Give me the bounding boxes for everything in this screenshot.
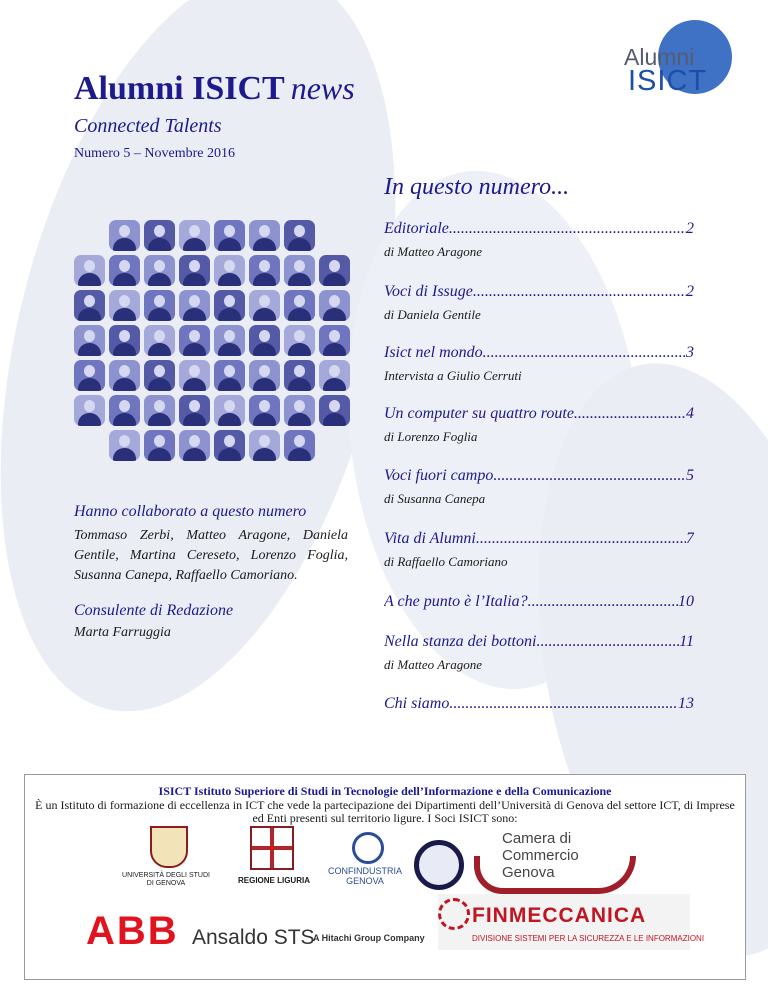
collage-photo (144, 325, 175, 356)
finmeccanica-logo (438, 894, 705, 950)
photo-collage (74, 220, 354, 478)
footer-title: ISICT Istituto Superiore di Studi in Tecnologie dell’Informazione e della Comunicazione (158, 784, 612, 798)
collage-photo (284, 290, 315, 321)
toc-item[interactable] (384, 633, 694, 673)
collage-photo (74, 360, 105, 391)
consultant-name: Marta Farruggia (74, 625, 171, 640)
collage-photo (249, 430, 280, 461)
collage-photo (319, 255, 350, 286)
collage-photo (214, 220, 245, 251)
toc-item-title: Chi siamo (384, 695, 450, 712)
toc-item[interactable] (384, 467, 694, 507)
collage-photo (284, 360, 315, 391)
collage-photo (284, 255, 315, 286)
gear-emblem-icon (414, 840, 464, 890)
collage-photo (319, 360, 350, 391)
collage-photo (109, 220, 140, 251)
collage-photo (144, 255, 175, 286)
collage-photo (179, 360, 210, 391)
toc-item[interactable] (384, 405, 694, 445)
collage-photo (249, 360, 280, 391)
toc-item-page: 5 (686, 467, 694, 484)
collage-photo (214, 430, 245, 461)
collage-photo (214, 255, 245, 286)
collage-photo (144, 395, 175, 426)
unige-logo (120, 826, 212, 888)
collage-photo (319, 325, 350, 356)
toc-item[interactable] (384, 283, 694, 323)
toc-item-page: 3 (686, 344, 694, 361)
collage-photo (284, 430, 315, 461)
collage-photo (179, 395, 210, 426)
toc-item-title: Voci di Issuge (384, 283, 473, 300)
finmeccanica-arc-icon (438, 898, 470, 930)
toc-item-author: di Matteo Aragone (384, 657, 482, 672)
toc-item-title: Voci fuori campo (384, 467, 494, 484)
toc-item-page: 10 (678, 593, 694, 610)
collage-photo (74, 325, 105, 356)
abb-logo: ABB (86, 909, 179, 953)
collage-photo (249, 255, 280, 286)
toc-item-page: 4 (686, 405, 694, 422)
toc-item-title: Un computer su quattro route (384, 405, 574, 422)
collage-photo (109, 360, 140, 391)
masthead-suffix: news (290, 70, 355, 106)
collage-photo (319, 395, 350, 426)
ansaldo-logo: Ansaldo STS (192, 926, 315, 949)
collage-photo (214, 395, 245, 426)
toc-item[interactable] (384, 695, 694, 719)
logo-line-1: Alumni (624, 44, 695, 70)
collage-photo (74, 290, 105, 321)
unige-shield-icon (150, 826, 188, 868)
collage-photo (109, 255, 140, 286)
confindustria-logo (322, 832, 408, 888)
collage-photo (144, 220, 175, 251)
collage-photo (144, 360, 175, 391)
toc-item-page: 2 (686, 283, 694, 300)
collage-photo (179, 325, 210, 356)
hitachi-tagline: A Hitachi Group Company (313, 933, 425, 943)
collage-photo (109, 290, 140, 321)
toc-item-author: di Matteo Aragone (384, 244, 482, 259)
collage-photo (179, 430, 210, 461)
finmeccanica-name: FINMECCANICA (472, 904, 647, 927)
toc-item-author: di Raffaello Camoriano (384, 554, 508, 569)
collage-photo (179, 220, 210, 251)
collage-photo (249, 395, 280, 426)
masthead-title: Alumni ISICT (74, 70, 285, 107)
collage-photo (284, 325, 315, 356)
footer-text: È un Istituto di formazione di eccellenza in ICT che vede la partecipazione dei Dipartimenti dell’Università di Genova del settore ICT, di Imprese ed Enti presenti sul territorio ligure. I Soci ISICT sono: (35, 798, 735, 825)
collage-photo (109, 395, 140, 426)
collage-photo (249, 325, 280, 356)
toc-title: In questo numero... (384, 174, 570, 200)
collage-photo (249, 220, 280, 251)
toc-item-author: di Lorenzo Foglia (384, 429, 478, 444)
collage-photo (109, 325, 140, 356)
collage-photo (214, 290, 245, 321)
collage-photo (74, 255, 105, 286)
regione-liguria-logo (236, 826, 312, 888)
toc-item-title: A che punto è l’Italia? (384, 593, 528, 610)
toc-item[interactable] (384, 593, 694, 617)
toc-item-title: Isict nel mondo (384, 344, 483, 361)
liguria-label: REGIONE LIGURIA (237, 876, 310, 885)
confindustria-mark-icon (352, 832, 384, 864)
collage-photo (109, 430, 140, 461)
liguria-flag-icon (250, 826, 294, 870)
consultant-heading: Consulente di Redazione (74, 602, 234, 619)
collage-photo (284, 220, 315, 251)
toc-item[interactable] (384, 220, 694, 260)
toc-item-page: 2 (686, 220, 694, 237)
toc-item-author: di Daniela Gentile (384, 307, 481, 322)
toc-item-title: Vita di Alumni (384, 530, 476, 547)
collage-photo (319, 290, 350, 321)
issue-number: Numero 5 – Novembre 2016 (74, 146, 235, 161)
toc-item[interactable] (384, 344, 694, 384)
collage-photo (214, 360, 245, 391)
toc-item[interactable] (384, 530, 694, 570)
collage-photo (249, 290, 280, 321)
collage-photo (144, 430, 175, 461)
contributors-names: Tommaso Zerbi, Matteo Aragone, Daniela Gentile, Martina Cereseto, Lorenzo Foglia, Susanna Canepa, Raffaello Camoriano. (74, 528, 348, 583)
toc-item-author: di Susanna Canepa (384, 491, 486, 506)
masthead-subtitle: Connected Talents (74, 115, 222, 137)
logo-line-2: ISICT (628, 65, 708, 97)
collage-photo (179, 255, 210, 286)
toc-item-page: 7 (686, 530, 694, 547)
collage-photo (179, 290, 210, 321)
toc-item-page: 13 (678, 695, 694, 712)
toc-item-page: 11 (679, 633, 694, 650)
confindustria-label: CONFINDUSTRIA GENOVA (328, 866, 402, 886)
toc-item-title: Editoriale (384, 220, 449, 237)
collage-photo (214, 325, 245, 356)
toc-item-author: Intervista a Giulio Cerruti (384, 368, 522, 383)
contributors-heading: Hanno collaborato a questo numero (74, 503, 307, 520)
collage-photo (284, 395, 315, 426)
unige-label: UNIVERSITÀ DEGLI STUDI DI GENOVA (122, 872, 210, 887)
alumni-isict-logo (604, 20, 734, 100)
toc-item-title: Nella stanza dei bottoni (384, 633, 537, 650)
camera-swoosh-icon (474, 856, 636, 894)
camera-label: Camera di Commercio Genova (502, 830, 579, 881)
finmeccanica-division: DIVISIONE SISTEMI PER LA SICUREZZA E LE INFORMAZIONI (472, 934, 705, 943)
masthead (74, 70, 355, 108)
collage-photo (74, 395, 105, 426)
camera-commercio-logo (468, 826, 638, 894)
collage-photo (144, 290, 175, 321)
